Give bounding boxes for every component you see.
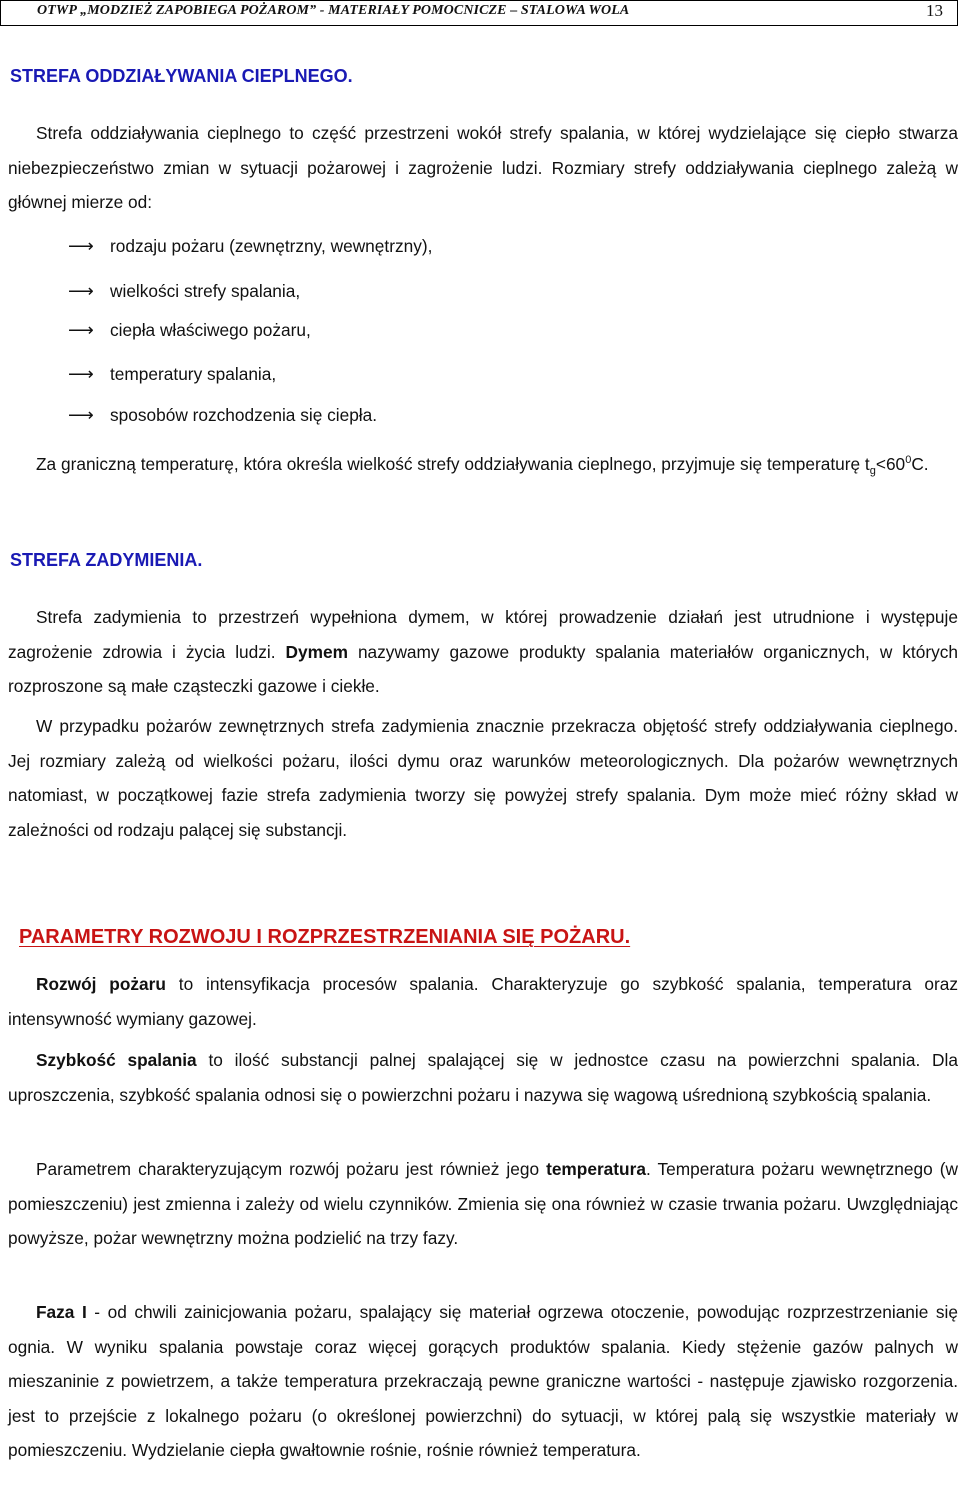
paragraph-limit-temperature: Za graniczną temperaturę, która określa wielkość strefy oddziaływania cieplnego, przyjmuje się temperaturę $t_g<60^0C$. — [36, 453, 929, 478]
bullet-item — [68, 320, 311, 341]
arrow-icon: ⟶ — [68, 405, 94, 425]
heading-fire-parameters: PARAMETRY ROZWOJU I ROZPRZESTRZENIANIA SIĘ POŻARU. — [19, 926, 631, 948]
bullet-text: rodzaju pożaru (zewnętrzny, wewnętrzny), — [110, 236, 433, 256]
heading-smoke-zone: STREFA ZADYMIENIA. — [10, 550, 203, 570]
bullet-text: wielkości strefy spalania, — [110, 281, 301, 301]
bullet-item — [68, 236, 432, 257]
bullet-text: ciepła właściwego pożaru, — [110, 320, 311, 340]
arrow-icon: ⟶ — [68, 364, 94, 384]
paragraph-thermal-intro — [8, 116, 958, 220]
bullet-item — [68, 364, 276, 385]
bullet-text: sposobów rozchodzenia się ciepła. — [110, 405, 378, 425]
paragraph-smoke-external: W przypadku pożarów zewnętrznych strefa zadymienia znacznie przekracza objętość strefy oddziaływania cieplnego. Jej rozmiary zależą od wielkości pożaru, ilości dymu oraz warunków meteorologicznych. Dla pożarów wewnętrznych natomiast, w początkowej fazie strefa zadymienia tworzy się powyżej strefy spalania. Dym może mieć różny skład w zależności od rodzaju palącej się substancji. — [8, 716, 958, 840]
thermal-intro-text: Strefa oddziaływania cieplnego to część przestrzeni wokół strefy spalania, w której wydzielające się ciepło stwarza niebezpieczeństwo zmian w sytuacji pożarowej i zagrożenie ludzi. Rozmiary strefy oddziaływania cieplnego zależą w głównej mierze od: — [8, 123, 958, 212]
arrow-icon: ⟶ — [68, 236, 94, 256]
heading-thermal-zone: STREFA ODDZIAŁYWANIA CIEPLNEGO. — [10, 66, 353, 86]
arrow-icon: ⟶ — [68, 320, 94, 340]
paragraph-fire-development: Rozwój pożaru to intensyfikacja procesów spalania. Charakteryzuje go szybkość spalania, temperatura oraz intensywność wymiany gazowej. — [8, 974, 958, 1029]
bullet-item — [68, 405, 377, 426]
paragraph-smoke-zone: Strefa zadymienia to przestrzeń wypełniona dymem, w której prowadzenie działań jest utrudnione i występuje zagrożenie zdrowia i życia ludzi. Dymem nazywamy gazowe produkty spalania materiałów organicznych, w których rozproszone są małe cząsteczki gazowe i ciekłe. — [8, 607, 958, 696]
bullet-text: temperatury spalania, — [110, 364, 277, 384]
paragraph-temperature: Parametrem charakteryzującym rozwój pożaru jest również jego temperatura. Temperatura pożaru wewnętrznego (w pomieszczeniu) jest zmienna i zależy od wielu czynników. Zmienia się ona również w czasie trwania pożaru. Uwzględniając powyższe, pożar wewnętrzny można podzielić na trzy fazy. — [8, 1159, 958, 1248]
paragraph-phase-one: Faza I - od chwili zainicjowania pożaru, spalający się materiał ogrzewa otoczenie, powodując rozprzestrzenianie się ognia. W wyniku spalania powstaje coraz więcej gorących produktów spalania. Kiedy stężenie gazów palnych w mieszaninie z powietrzem, a także temperatura przekraczają pewne graniczne wartości - następuje zjawisko rozgorzenia. jest to przejście z lokalnego pożaru (o określonej powierzchni) do sytuacji, w której palą się wszystkie materiały w pomieszczeniu. Wydzielanie ciepła gwałtownie rośnie, rośnie również temperatura. — [8, 1302, 958, 1460]
paragraph-burning-rate: Szybkość spalania to ilość substancji palnej spalającej się w jednostce czasu na powierzchni spalania. Dla uproszczenia, szybkość spalania odnosi się o powierzchni pożaru i nazywa się wagową uśrednioną szybkością spalania. — [8, 1050, 958, 1105]
bullet-item — [68, 281, 300, 302]
header-title: OTWP „MODZIEŻ ZAPOBIEGA POŻAROM” - MATERIAŁY POMOCNICZE – STALOWA WOLA — [37, 3, 630, 18]
page-number: 13 — [926, 1, 943, 20]
page-header — [0, 0, 958, 26]
arrow-icon: ⟶ — [68, 281, 94, 301]
